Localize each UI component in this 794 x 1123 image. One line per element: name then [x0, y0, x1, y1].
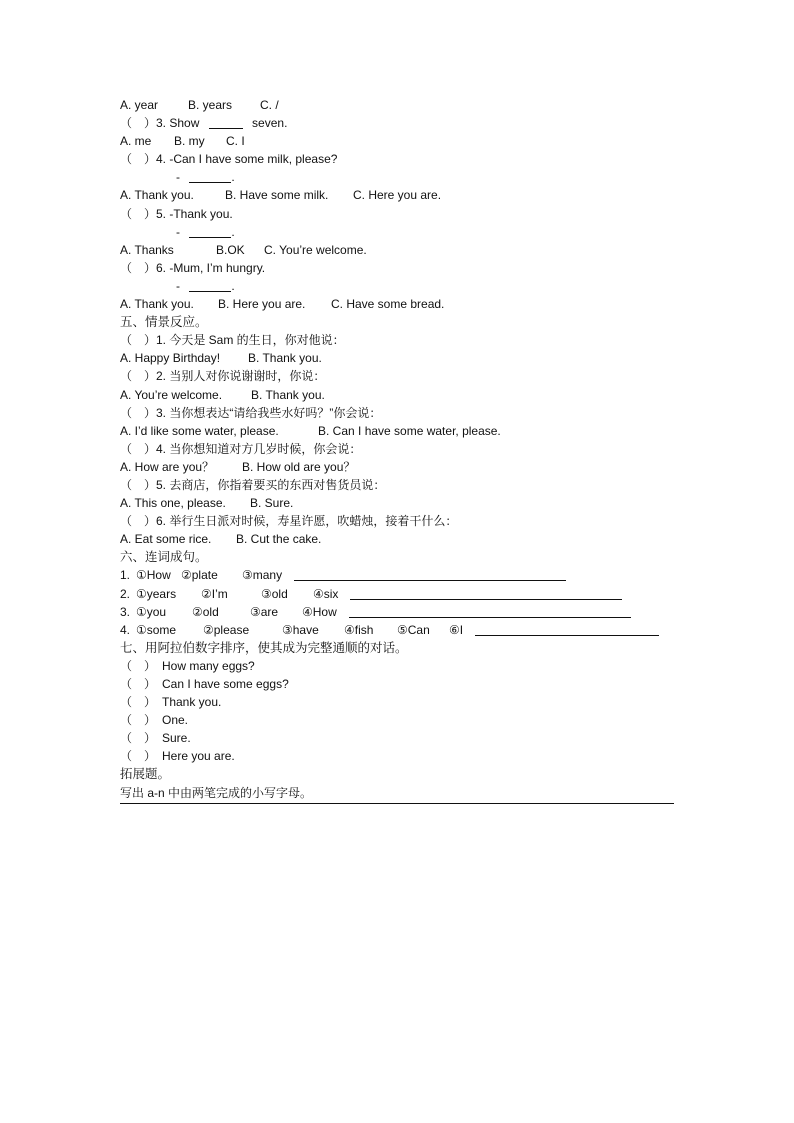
p5-q2-options	[120, 386, 680, 404]
word-tile: ⑥I	[449, 622, 464, 637]
option-b: B. my	[174, 134, 205, 149]
q2-options	[120, 96, 680, 114]
p5-q4-options	[120, 458, 680, 476]
question-stem: 6. 举行生日派对时候，寿星许愿，吹蜡烛，接着干什么：	[156, 514, 458, 529]
answer-line[interactable]	[475, 623, 659, 636]
option-a: A. me	[120, 134, 152, 149]
answer-paren[interactable]: （ ）	[120, 260, 157, 275]
word-tile: ①you	[136, 604, 167, 619]
q4-stem	[120, 150, 680, 168]
q5-reply: - .	[176, 224, 235, 239]
word-tile: ①some	[136, 622, 177, 637]
p5-q3-stem	[120, 404, 680, 422]
option-b: B. How old are you？	[242, 459, 356, 474]
dialogue-text: Sure.	[162, 731, 191, 746]
question-stem: 4. 当你想知道对方几岁时候，你会说：	[156, 441, 362, 456]
p5-q6-stem	[120, 512, 680, 530]
dialogue-line	[120, 693, 680, 711]
word-tile: ④How	[302, 604, 337, 619]
q5-stem	[120, 205, 680, 223]
order-paren[interactable]: （ ）	[120, 749, 157, 764]
option-a: A. Thanks	[120, 242, 174, 257]
option-a: A. Thank you.	[120, 188, 194, 203]
answer-line[interactable]	[350, 587, 622, 600]
extension-answer-line[interactable]	[120, 803, 674, 804]
answer-paren[interactable]: （ ）	[120, 206, 157, 221]
answer-paren[interactable]: （ ）	[120, 369, 157, 384]
p6-item-2	[120, 585, 680, 603]
word-tile: ③have	[282, 622, 319, 637]
dialogue-text: Thank you.	[162, 695, 222, 710]
dialogue-line	[120, 657, 680, 675]
order-paren[interactable]: （ ）	[120, 677, 157, 691]
p5-q5-stem	[120, 476, 680, 494]
extension-heading: 拓展题。	[120, 767, 171, 782]
word-tile: ①How	[136, 568, 171, 583]
reply-dash: -	[176, 224, 180, 239]
q3-options	[120, 132, 680, 150]
answer-line[interactable]	[349, 605, 631, 618]
q4-options	[120, 186, 680, 204]
q6-stem-text: 6. -Mum, I’m hungry.	[156, 260, 266, 275]
q3-stem-after: seven.	[252, 116, 288, 131]
option-b: B. years	[188, 98, 233, 112]
p5-q5-options	[120, 494, 680, 512]
worksheet-page	[120, 96, 680, 802]
fill-blank[interactable]	[209, 116, 243, 129]
dialogue-text: Here you are.	[162, 749, 235, 764]
answer-paren[interactable]: （ ）	[120, 333, 157, 348]
answer-paren[interactable]: （ ）	[120, 477, 157, 492]
dialogue-text: How many eggs?	[162, 658, 255, 673]
item-number: 1.	[120, 568, 131, 583]
option-c: C. /	[260, 98, 279, 112]
answer-paren[interactable]: （ ）	[120, 514, 157, 529]
dialogue-line	[120, 729, 680, 747]
fill-blank[interactable]	[189, 225, 231, 238]
p6-item-1	[120, 566, 680, 584]
p6-item-4	[120, 621, 680, 639]
answer-paren[interactable]: （ ）	[120, 441, 157, 456]
dialogue-text: Can I have some eggs?	[162, 677, 289, 691]
word-tile: ②please	[203, 622, 250, 637]
q6-reply: - .	[176, 278, 235, 293]
p5-q1-stem	[120, 331, 680, 349]
question-stem: 2. 当别人对你说谢谢时，你说：	[156, 369, 326, 384]
word-tile: ③old	[261, 586, 288, 601]
answer-paren[interactable]: （ ）	[120, 152, 157, 167]
option-c: C. I	[226, 134, 245, 149]
option-a: A. year	[120, 98, 159, 112]
item-number: 4.	[120, 622, 131, 637]
option-c: C. You’re welcome.	[264, 242, 367, 257]
word-tile: ②I’m	[201, 586, 228, 601]
word-tile: ③many	[242, 568, 283, 583]
item-number: 2.	[120, 586, 131, 601]
option-c: C. Have some bread.	[331, 297, 445, 312]
q3-stem	[120, 114, 680, 132]
dialogue-line	[120, 747, 680, 765]
order-paren[interactable]: （ ）	[120, 695, 157, 710]
p5-q3-options	[120, 422, 680, 440]
option-a: A. This one, please.	[120, 496, 226, 511]
word-tile: ②plate	[181, 568, 218, 583]
word-tile: ①years	[136, 586, 177, 601]
reply-dash: -	[176, 278, 180, 293]
word-tile: ⑤Can	[397, 622, 430, 637]
reply-dash: -	[176, 170, 180, 185]
order-paren[interactable]: （ ）	[120, 731, 157, 746]
question-stem: 1. 今天是 Sam 的生日，你对他说：	[156, 333, 345, 348]
option-b: B. Have some milk.	[225, 188, 329, 203]
option-b: B. Thank you.	[251, 387, 325, 402]
fill-blank[interactable]	[189, 279, 231, 292]
word-tile: ④six	[313, 586, 339, 601]
section-heading-5: 五、情景反应。	[120, 315, 208, 330]
option-c: C. Here you are.	[353, 188, 442, 203]
p5-q2-stem	[120, 367, 680, 385]
p5-q1-options	[120, 349, 680, 367]
q4-reply: - .	[176, 170, 235, 185]
q3-stem-before: 3. Show	[156, 116, 200, 131]
option-a: A. I’d like some water, please.	[120, 423, 279, 438]
option-b: B. Thank you.	[248, 351, 322, 366]
word-tile: ④fish	[344, 622, 374, 637]
q5-options	[120, 241, 680, 259]
q6-stem	[120, 259, 680, 277]
option-b: B. Can I have some water, please.	[318, 423, 501, 438]
word-tile: ③are	[250, 604, 279, 619]
p5-q6-options	[120, 530, 680, 548]
order-paren[interactable]: （ ）	[120, 713, 157, 728]
option-a: A. Eat some rice.	[120, 532, 212, 547]
item-number: 3.	[120, 604, 131, 619]
option-a: A. How are you？	[120, 459, 215, 474]
q4-stem-text: 4. -Can I have some milk, please?	[156, 152, 338, 167]
answer-paren[interactable]: （ ）	[120, 405, 157, 420]
section-heading-7: 七、用阿拉伯数字排序，使其成为完整通顺的对话。	[120, 640, 408, 655]
p6-item-3	[120, 603, 680, 621]
dialogue-text: One.	[162, 713, 189, 728]
option-b: B.OK	[216, 242, 245, 257]
answer-paren[interactable]: （ ）	[120, 116, 157, 131]
option-b: B. Cut the cake.	[236, 532, 322, 547]
order-paren[interactable]: （ ）	[120, 658, 157, 673]
option-a: A. Thank you.	[120, 297, 194, 312]
question-stem: 3. 当你想表达“请给我些水好吗？”你会说：	[156, 405, 382, 420]
section-heading-6: 六、连词成句。	[120, 550, 208, 565]
q6-options	[120, 295, 680, 313]
dialogue-line	[120, 675, 680, 693]
fill-blank[interactable]	[189, 170, 231, 183]
option-a: A. Happy Birthday!	[120, 351, 221, 366]
question-stem: 5. 去商店，你指着要买的东西对售货员说：	[156, 477, 386, 492]
q5-stem-text: 5. -Thank you.	[156, 206, 233, 221]
p5-q4-stem	[120, 440, 680, 458]
word-tile: ②old	[192, 604, 219, 619]
extension-prompt: 写出 a-n 中由两笔完成的小写字母。	[120, 785, 313, 800]
dialogue-line	[120, 711, 680, 729]
option-a: A. You’re welcome.	[120, 387, 223, 402]
option-b: B. Here you are.	[218, 297, 306, 312]
option-b: B. Sure.	[250, 496, 294, 511]
answer-line[interactable]	[294, 568, 566, 581]
